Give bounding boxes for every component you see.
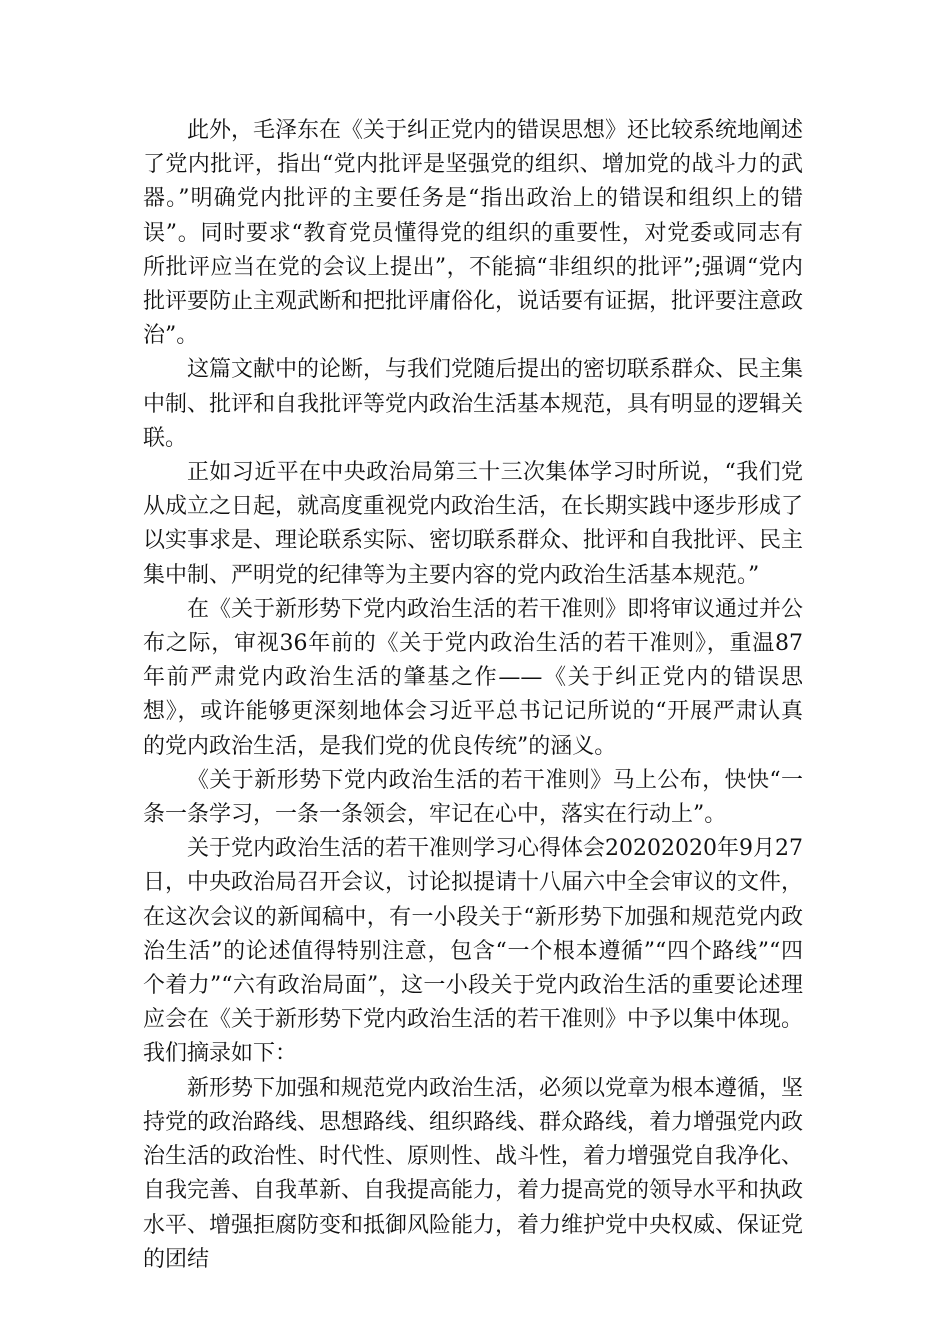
paragraph-2: 这篇文献中的论断，与我们党随后提出的密切联系群众、民主集中制、批评和自我批评等党内政治生活基本规范，具有明显的逻辑关联。 bbox=[143, 357, 804, 451]
document-body bbox=[143, 114, 803, 1277]
paragraph-1: 此外，毛泽东在《关于纠正党内的错误思想》还比较系统地阐述了党内批评，指出“党内批评是坚强党的组织、增加党的战斗力的武器。”明确党内批评的主要任务是“指出政治上的错误和组织上的错误”。同时要求“教育党员懂得党的组织的重要性，对党委或同志有所批评应当在党的会议上提出”，不能搞“非组织的批评”;强调“党内批评要防止主观武断和把批评庸俗化，说话要有证据，批评要注意政治”。 bbox=[143, 118, 804, 349]
paragraph-7: 新形势下加强和规范党内政治生活，必须以党章为根本遵循，坚持党的政治路线、思想路线、组织路线、群众路线，着力增强党内政治生活的政治性、时代性、原则性、战斗性，着力增强党自我净化、自我完善、自我革新、自我提高能力，着力提高党的领导水平和执政水平、增强拒腐防变和抵御风险能力，着力维护党中央权威、保证党的团结 bbox=[143, 1075, 804, 1272]
paragraph-3: 正如习近平在中央政治局第三十三次集体学习时所说，“我们党从成立之日起，就高度重视党内政治生活，在长期实践中逐步形成了以实事求是、理论联系实际、密切联系群众、批评和自我批评、民主集中制、严明党的纪律等为主要内容的党内政治生活基本规范。” bbox=[143, 460, 804, 588]
paragraph-6: 关于党内政治生活的若干准则学习心得体会20202020年9月27日，中央政治局召开会议，讨论拟提请十八届六中全会审议的文件，在这次会议的新闻稿中，有一小段关于“新形势下加强和规范党内政治生活”的论述值得特别注意，包含“一个根本遵循”“四个路线”“四个着力”“六有政治局面”，这一小段关于党内政治生活的重要论述理应会在《关于新形势下党内政治生活的若干准则》中予以集中体现。我们摘录如下： bbox=[143, 836, 804, 1067]
paragraph-5: 《关于新形势下党内政治生活的若干准则》马上公布，快快“一条一条学习，一条一条领会，牢记在心中，落实在行动上”。 bbox=[143, 767, 803, 828]
paragraph-4: 在《关于新形势下党内政治生活的若干准则》即将审议通过并公布之际，审视36年前的《关于党内政治生活的若干准则》，重温87年前严肃党内政治生活的肇基之作——《关于纠正党内的错误思想》，或许能够更深刻地体会习近平总书记记所说的“开展严肃认真的党内政治生活，是我们党的优良传统”的涵义。 bbox=[143, 596, 804, 759]
